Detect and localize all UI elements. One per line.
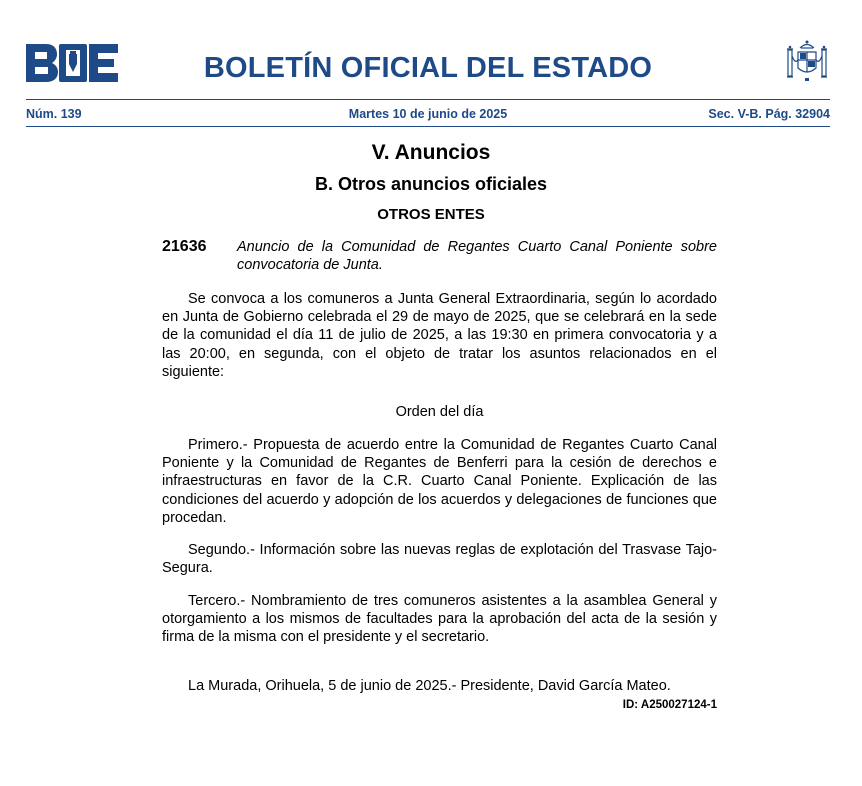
boe-logo-icon bbox=[26, 44, 118, 82]
publication-title: BOLETÍN OFICIAL DEL ESTADO bbox=[203, 52, 653, 84]
header-rule-bottom bbox=[26, 126, 830, 127]
agenda-title: Orden del día bbox=[395, 404, 484, 420]
coat-of-arms-icon bbox=[784, 38, 830, 84]
agenda-item-first: Primero.- Propuesta de acuerdo entre la Comunidad de Regantes Cuarto Canal Poniente y la Comunidad de Regantes de Benferri para la cesión de derechos e infraestructuras en favor de la C.R. Cuarto Canal Poniente. Explicación de las condiciones del acuerdo y adopción de los acuerdos y delegaciones de funciones que procedan. bbox=[162, 437, 717, 526]
announcement-number: 21636 bbox=[162, 238, 207, 255]
section-page: Sec. V-B. Pág. 32904 bbox=[708, 107, 830, 121]
intro-paragraph: Se convoca a los comuneros a Junta General Extraordinaria, según lo acordado en Junta de Gobierno celebrada el 29 de mayo de 2025, que se celebrará en la sede de la comunidad el día 11 de julio de 2025, a las 19:30 en primera convocatoria y a las 20:00, en segunda, con el objeto de tratar los asuntos relacionados en el siguiente: bbox=[162, 291, 717, 380]
header-rule-top bbox=[26, 99, 830, 100]
agenda-item-second: Segundo.- Información sobre las nuevas reglas de explotación del Trasvase Tajo-Segura. bbox=[162, 542, 717, 577]
section-title: V. Anuncios bbox=[371, 141, 491, 164]
document-id: ID: A250027124-1 bbox=[622, 699, 717, 711]
announcement-title: Anuncio de la Comunidad de Regantes Cuarto Canal Poniente sobre convocatoria de Junta. bbox=[237, 239, 717, 273]
entity-group-title: OTROS ENTES bbox=[377, 206, 485, 223]
subsection-title: B. Otros anuncios oficiales bbox=[314, 174, 548, 194]
issue-date: Martes 10 de junio de 2025 bbox=[348, 107, 508, 121]
issue-number: Núm. 139 bbox=[26, 107, 82, 121]
agenda-item-third: Tercero.- Nombramiento de tres comuneros asistentes a la asamblea General y otorgamiento a los mismos de facultades para la aprobación del acta de la sesión y firma de la misma con el presidente y el secretario. bbox=[162, 593, 717, 646]
signature-line: La Murada, Orihuela, 5 de junio de 2025.- Presidente, David García Mateo. bbox=[188, 678, 671, 694]
